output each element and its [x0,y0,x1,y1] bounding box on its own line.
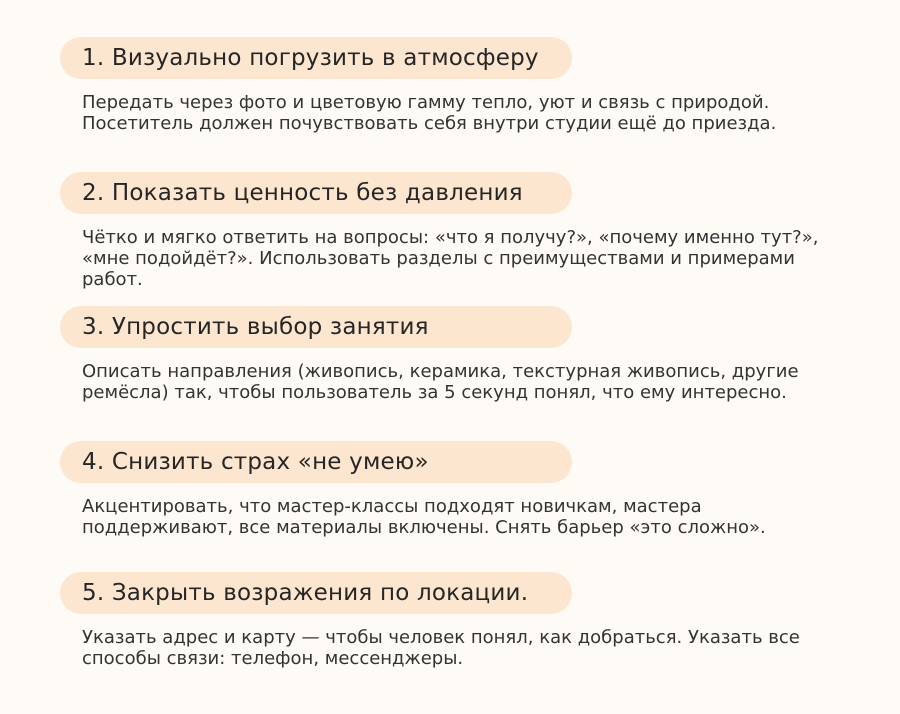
goal-block-4 [60,441,820,538]
goal-title: 1. Визуально погрузить в атмосферу [60,37,572,79]
goal-block-5 [60,572,820,669]
goal-title: 4. Снизить страх «не умею» [60,441,572,483]
goal-block-3 [60,306,820,403]
goal-title: 2. Показать ценность без давления [60,172,572,214]
goal-description: Чётко и мягко ответить на вопросы: «что я получу?», «почему именно тут?», «мне подойдёт?». Использовать разделы с преимуществами и примерами работ. [82,227,819,290]
goal-block-1 [60,37,820,134]
goal-title: 3. Упростить выбор занятия [60,306,572,348]
goal-title: 5. Закрыть возражения по локации. [60,572,572,614]
goal-description: Акцентировать, что мастер-классы подходят новичкам, мастера поддерживают, все материалы включены. Снять барьер «это сложно». [82,496,766,538]
goal-description: Описать направления (живопись, керамика, текстурная живопись, другие ремёсла) так, чтобы пользователь за 5 секунд понял, что ему интересно. [82,361,799,403]
goal-description: Указать адрес и карту — чтобы человек понял, как добраться. Указать все способы связи: телефон, мессенджеры. [82,627,800,669]
goal-block-2 [60,172,820,290]
goal-description: Передать через фото и цветовую гамму тепло, уют и связь с природой. Посетитель должен почувствовать себя внутри студии ещё до приезда. [82,92,777,134]
